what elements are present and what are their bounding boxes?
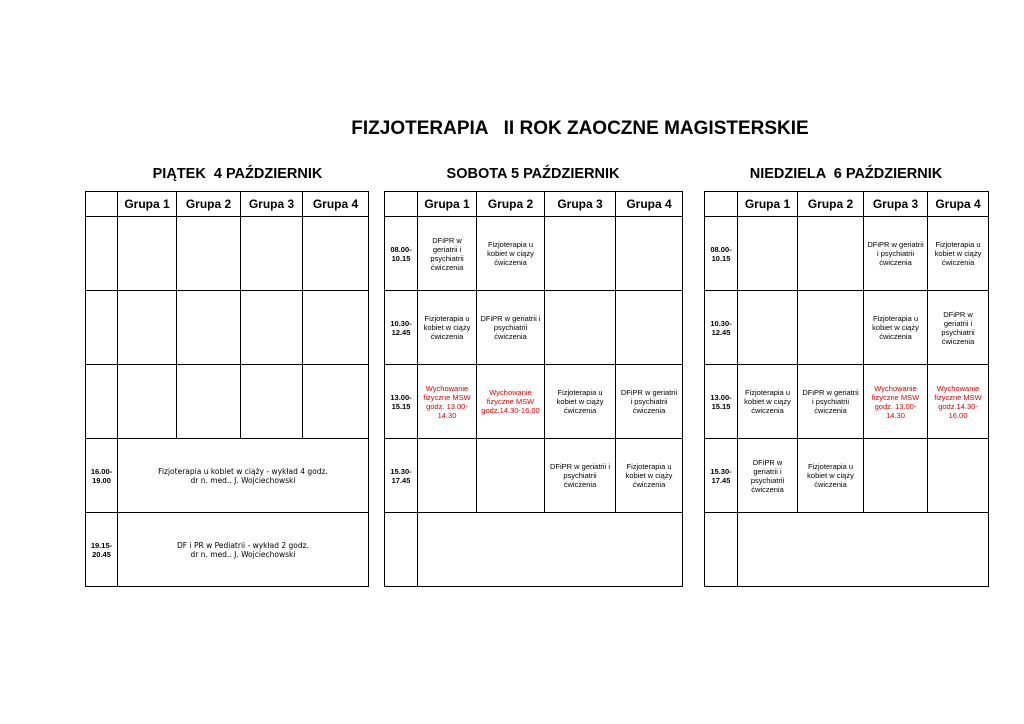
schedule-row xyxy=(705,217,989,291)
class-cell xyxy=(798,217,864,291)
lecture-cell: Fizjoterapia u kobiet w ciąży - wykład 4 godz. dr n. med.. J. Wojciechowski xyxy=(118,439,369,513)
class-cell xyxy=(177,365,241,439)
schedule-row xyxy=(385,439,683,513)
schedule-row xyxy=(86,291,369,365)
time-slot: 10.30- 12.45 xyxy=(705,291,738,365)
schedule-row xyxy=(86,513,369,587)
schedule-row xyxy=(385,513,683,587)
group-header: Grupa 3 xyxy=(545,192,616,217)
class-cell: Fizjoterapia u kobiet w ciąży ćwiczenia xyxy=(477,217,545,291)
schedule-row xyxy=(86,365,369,439)
schedule-row xyxy=(385,291,683,365)
class-cell xyxy=(798,291,864,365)
header-corner xyxy=(86,192,118,217)
class-cell: Wychowanie fizyczne MSW godz.14.30-16.00 xyxy=(477,365,545,439)
class-cell xyxy=(118,365,177,439)
header-corner xyxy=(705,192,738,217)
class-cell xyxy=(177,291,241,365)
class-cell: Fizjoterapia u kobiet w ciąży ćwiczenia xyxy=(738,365,798,439)
group-header: Grupa 2 xyxy=(177,192,241,217)
time-slot: 15.30- 17.45 xyxy=(705,439,738,513)
group-header: Grupa 1 xyxy=(738,192,798,217)
class-cell xyxy=(118,291,177,365)
time-slot xyxy=(86,365,118,439)
class-cell xyxy=(545,217,616,291)
class-cell xyxy=(118,217,177,291)
header-corner xyxy=(385,192,418,217)
group-header: Grupa 2 xyxy=(798,192,864,217)
class-cell xyxy=(177,217,241,291)
schedule-table-saturday xyxy=(384,191,683,587)
class-cell: DFiPR w geriatrii i psychiatrii ćwiczenia xyxy=(418,217,477,291)
schedule-row xyxy=(385,365,683,439)
page-title: FIZJOTERAPIA II ROK ZAOCZNE MAGISTERSKIE xyxy=(351,118,809,139)
lecture-cell: DF i PR w Pediatrii - wykład 2 godz. dr n. med.. J. Wojciechowski xyxy=(118,513,369,587)
class-cell: Fizjoterapia u kobiet w ciąży ćwiczenia xyxy=(418,291,477,365)
time-slot: 13.00- 15.15 xyxy=(385,365,418,439)
time-slot xyxy=(86,217,118,291)
class-cell xyxy=(418,439,477,513)
class-cell: Wychowanie fizyczne MSW godz. 13.00- 14.30 xyxy=(864,365,928,439)
schedule-row xyxy=(705,513,989,587)
time-slot: 13.00- 15.15 xyxy=(705,365,738,439)
class-cell xyxy=(616,291,683,365)
class-cell xyxy=(477,439,545,513)
schedule-row xyxy=(86,217,369,291)
class-cell: Fizjoterapia u kobiet w ciąży ćwiczenia xyxy=(798,439,864,513)
group-header: Grupa 4 xyxy=(303,192,369,217)
group-header: Grupa 2 xyxy=(477,192,545,217)
class-cell: DFiPR w geriatrii i psychiatrii ćwiczenia xyxy=(738,439,798,513)
time-slot: 16.00- 19.00 xyxy=(86,439,118,513)
class-cell: DFiPR w geriatrii i psychiatrii ćwiczenia xyxy=(545,439,616,513)
time-slot xyxy=(86,291,118,365)
schedule-row xyxy=(705,439,989,513)
time-slot: 10.30- 12.45 xyxy=(385,291,418,365)
time-slot xyxy=(705,513,738,587)
schedule-row xyxy=(385,217,683,291)
group-header: Grupa 1 xyxy=(418,192,477,217)
class-cell xyxy=(738,291,798,365)
class-cell xyxy=(864,439,928,513)
class-cell: Fizjoterapia u kobiet w ciąży ćwiczenia xyxy=(864,291,928,365)
class-cell xyxy=(303,291,369,365)
day-title-sunday: NIEDZIELA 6 PAŹDZIERNIK xyxy=(749,166,943,182)
class-cell: DFiPR w geriatrii i psychiatrii ćwiczenia xyxy=(864,217,928,291)
class-cell: DFiPR w geriatrii i psychiatrii ćwiczenia xyxy=(477,291,545,365)
class-cell xyxy=(738,217,798,291)
header-row xyxy=(86,192,369,217)
class-cell: DFiPR w geriatrii i psychiatrii ćwiczenia xyxy=(616,365,683,439)
schedule-row xyxy=(705,365,989,439)
schedule-row xyxy=(705,291,989,365)
class-cell: Fizjoterapia u kobiet w ciąży ćwiczenia xyxy=(616,439,683,513)
class-cell: Fizjoterapia u kobiet w ciąży ćwiczenia xyxy=(545,365,616,439)
class-cell xyxy=(241,217,303,291)
day-title-saturday: SOBOTA 5 PAŹDZIERNIK xyxy=(446,166,620,182)
schedule-row xyxy=(86,439,369,513)
class-cell xyxy=(303,365,369,439)
class-cell: Wychowanie fizyczne MSW godz.14.30- 16.00 xyxy=(928,365,989,439)
class-cell xyxy=(303,217,369,291)
day-title-friday: PIĄTEK 4 PAŹDZIERNIK xyxy=(152,166,323,182)
class-cell: DFiPR w geriatrii i psychiatrii ćwiczenia xyxy=(798,365,864,439)
lecture-cell xyxy=(418,513,683,587)
schedule-table-sunday xyxy=(704,191,989,587)
group-header: Grupa 1 xyxy=(118,192,177,217)
group-header: Grupa 4 xyxy=(616,192,683,217)
time-slot: 19.15- 20.45 xyxy=(86,513,118,587)
class-cell xyxy=(928,439,989,513)
class-cell: DFiPR w geriatrii i psychiatrii ćwiczenia xyxy=(928,291,989,365)
schedule-table-friday xyxy=(85,191,369,587)
header-row xyxy=(705,192,989,217)
time-slot xyxy=(385,513,418,587)
group-header: Grupa 3 xyxy=(864,192,928,217)
class-cell xyxy=(241,291,303,365)
class-cell xyxy=(545,291,616,365)
header-row xyxy=(385,192,683,217)
time-slot: 15.30- 17.45 xyxy=(385,439,418,513)
time-slot: 08.00- 10.15 xyxy=(705,217,738,291)
time-slot: 08.00- 10.15 xyxy=(385,217,418,291)
class-cell: Wychowanie fizyczne MSW godz. 13.00- 14.30 xyxy=(418,365,477,439)
lecture-cell xyxy=(738,513,989,587)
group-header: Grupa 3 xyxy=(241,192,303,217)
group-header: Grupa 4 xyxy=(928,192,989,217)
class-cell xyxy=(616,217,683,291)
class-cell xyxy=(241,365,303,439)
class-cell: Fizjoterapia u kobiet w ciąży ćwiczenia xyxy=(928,217,989,291)
